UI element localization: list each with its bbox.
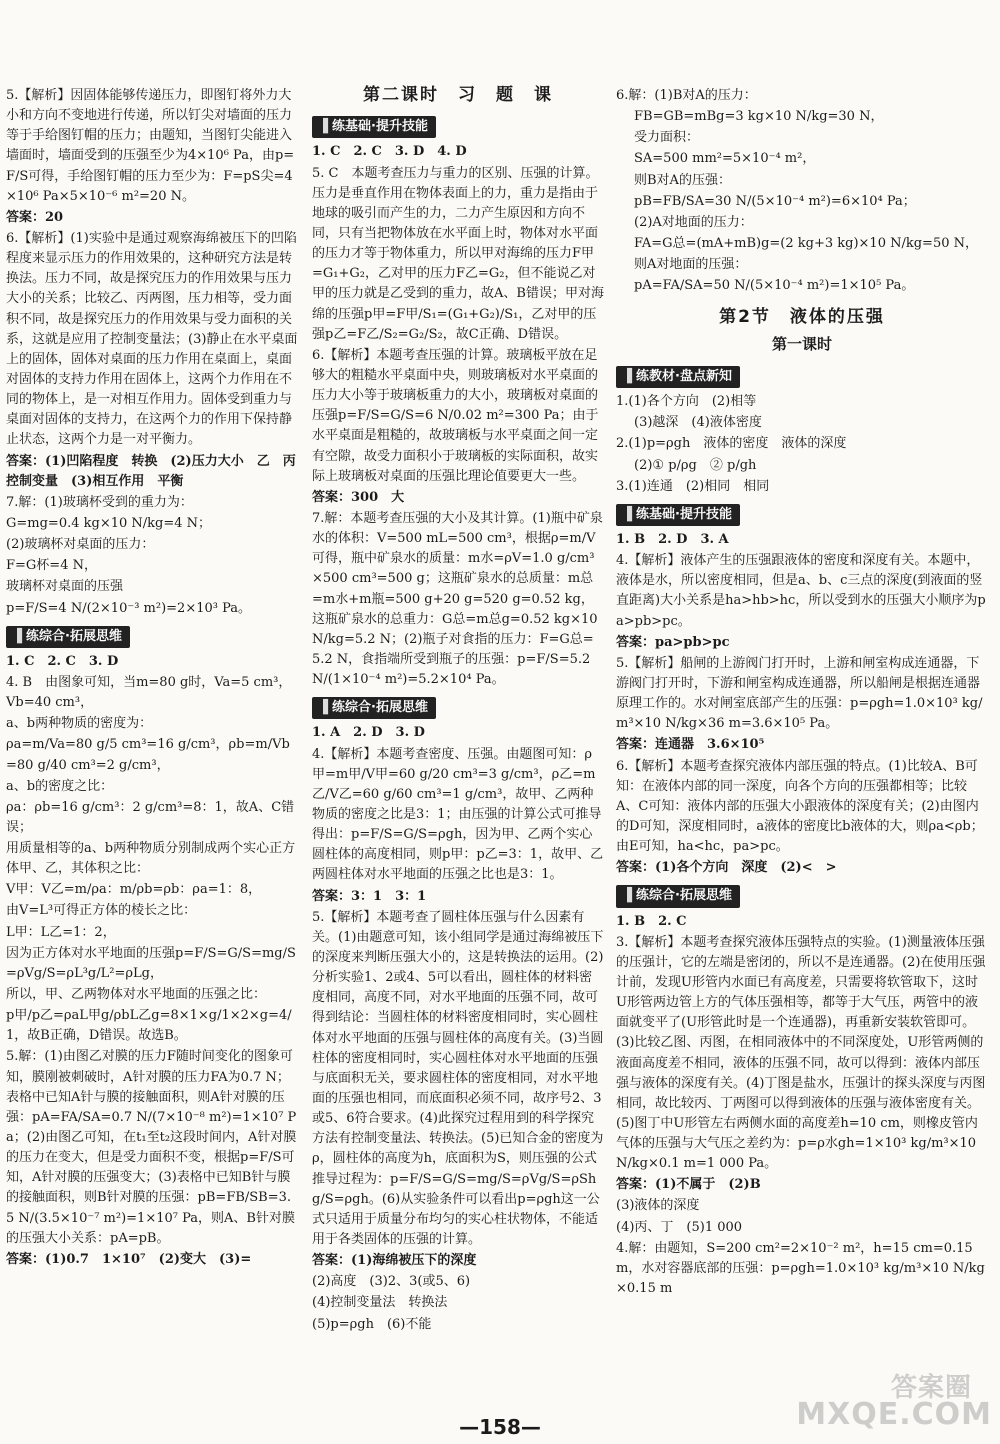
section-header: ▐ 练综合·拓展思维	[312, 697, 436, 719]
knowledge-item: (3)越深 (4)液体密度	[634, 415, 762, 431]
q5-answer: 答案：连通器 3.6×10⁵	[616, 737, 765, 753]
answer-row: 1. C 2. C 3. D 4. D	[312, 144, 467, 160]
section-header: ▐ 练基础·提升技能	[616, 504, 740, 526]
column-right	[616, 86, 988, 1300]
q3-answer: 答案：(1)不属于 (2)B	[616, 1177, 761, 1193]
q7-line: p=F/S=4 N/(2×10⁻³ m²)=2×10³ Pa。	[6, 600, 252, 616]
q6-answer: 答案：(1)凹陷程度 转换 (2)压力大小 乙 丙 控制变量 (3)相互作用 平衡	[6, 453, 309, 489]
column-left	[6, 86, 309, 1271]
q4-answer: 答案：pa>pb>pc	[616, 634, 730, 650]
knowledge-item: (2)① p/ρg ② p/gh	[634, 457, 757, 473]
q6-line: 受力面积：	[634, 130, 700, 146]
q6-line: 则A对地面的压强：	[634, 257, 748, 273]
q7-line: (2)玻璃杯对桌面的压力：	[6, 537, 155, 553]
q6-analysis: 6.【解析】本题考查压强的计算。玻璃板平放在足够大的粗糙水平桌面中央，则玻璃板对水平桌面的压力大小等于玻璃板重力的大小，玻璃板对桌面的压强p=F/S=G/S=6 N/0.02 m²=300 Pa；由于水平桌面是粗糙的，故玻璃板与水平桌面之间一定有空隙，故受力面积小于玻璃板的实际面积，故实际上玻璃板对桌面的压强比理论值要更大一些。	[312, 347, 599, 484]
q6-answer: 答案：(1)各个方向 深度 (2)< >	[616, 860, 837, 876]
q5-answer: 答案：20	[6, 209, 64, 225]
lesson-title: 第二课时 习 题 课	[363, 85, 553, 105]
q6-solution: 6.解：(1)B对A的压力：	[616, 88, 757, 103]
q4-analysis: 4.【解析】本题考查密度、压强。由题图可知：ρ甲=m甲/V甲=60 g/20 cm³=3 g/cm³，ρ乙=m乙/V乙=60 g/60 cm³=1 g/cm³，故甲、乙两种物质的密度之比是3：1；由压强的计算公式可推导得出：p=F/S=G/S=ρgh，因为甲、乙两个实心圆柱体的高度相同，则p甲：p乙=3：1，故甲、乙两圆柱体对水平地面的压强之比也是3：1。	[312, 746, 604, 883]
q4-line: 由V=L³可得正方体的棱长之比：	[6, 903, 197, 919]
q4-line: V甲：V乙=m/ρa：m/ρb=ρb：ρa=1：8，	[6, 882, 262, 898]
q7-solution: 7.解：(1)玻璃杯受到的重力为：	[6, 494, 193, 510]
q5-answer-line: (5)p=ρgh (6)不能	[312, 1316, 432, 1332]
q7-solution: 7.解：本题考查压强的大小及其计算。(1)瓶中矿泉水的体积：V=500 mL=500 cm³，根据ρ=m/V可得，瓶中矿泉水的质量：m水=ρV=1.0 g/cm³×500 cm³=500 g；这瓶矿泉水的总质量：m总=m水+m瓶=500 g+20 g=520 g=0.52 kg，这瓶矿泉水的总重力：G总=m总g=0.52 kg×10 N/kg=5.2 N；(2)瓶子对食指的压力：F=G总=5.2 N，食指端所受到瓶子的压强：p=F/S=5.2 N/(1×10⁻⁴ m²)=5.2×10⁴ Pa。	[312, 511, 603, 688]
q6-line: (2)A对地面的压力：	[634, 214, 753, 230]
section-header: ▐ 练教材·盘点新知	[616, 366, 740, 388]
q5-analysis: 5.【解析】本题考查了圆柱体压强与什么因素有关。(1)由题意可知，该小组同学是通过海绵被压下的深度来判断压强大小的，这是转换法的运用。(2)分析实验1、2或4、5可以看出，圆柱体的材料密度相同，高度不同，对水平地面的压强不同，故可得到结论：当圆柱体的材料密度相同时，实心圆柱体对水平地面的压强与圆柱体的高度有关。(3)当圆柱体的密度相同时，实心圆柱体对水平地面的压强与底面积无关，要求圆柱体的密度相同，对水平地面的压强也相同，而底面积必须不同，故序号2、3或5、6符合要求。(4)此探究过程用到的科学探究方法有控制变量法、转换法。(5)已知合金的密度为ρ，圆柱体的高度为h，底面积为S，则压强的公式推导过程为：p=F/S=G/S=mg/S=ρVg/S=ρShg/S=ρgh。(6)从实验条件可以看出p=ρgh这一公式只适用于质量分布均匀的实心柱状物体，不能适用于各类固体的压强的计算。	[312, 909, 604, 1247]
answer-row: 1. B 2. D 3. A	[616, 531, 729, 547]
q6-line: pB=FB/SA=30 N/(5×10⁻⁴ m²)=6×10⁴ Pa；	[634, 193, 916, 209]
q4-solution: 4.解：由题知，S=200 cm²=2×10⁻² m²，h=15 cm=0.15 m，水对容器底部的压强：p=ρgh=1.0×10³ kg/m³×10 N/kg×0.15 m	[616, 1240, 985, 1297]
q5b-answer: 答案：(1)0.7 1×10⁷ (2)变大 (3)=	[6, 1251, 252, 1267]
q4-line: a、b的密度之比：	[6, 778, 114, 794]
section-header: ▐ 练综合·拓展思维	[616, 885, 740, 907]
column-middle	[312, 86, 604, 1336]
watermark-logo: 答案圈	[890, 1372, 972, 1403]
watermark-url: MXQE.COM	[796, 1396, 992, 1432]
q4-line: a、b两种物质的密度为：	[6, 716, 153, 732]
q4-line: L甲：L乙=1：2，	[6, 924, 116, 940]
q3-analysis: 3.【解析】本题考查探究液体压强特点的实验。(1)测量液体压强的压强计，它的左端是密闭的，所以不是连通器。(2)在使用压强计前，发现U形管内水面已有高度差，只需要将软管取下，这时U形管两边管上方的气体压强相等，都等于大气压，两管中的液面就变平了(U形管此时是一个连通器)，再重新安装软管即可。(3)比较乙图、丙图，在相同液体中的不同深度处，U形管两侧的液面高度差不相同，液体的压强不同，故可以得到：液体内部压强与液体的深度有关。(4)丁图是盐水，压强计的探头深度与丙图相同，故比较丙、丁两图可以得到液体的压强与液体密度有关。(5)图丁中U形管左右两侧水面的高度差h=10 cm，则橡皮管内气体的压强与大气压之差约为：p=ρ水gh=1×10³ kg/m³×10 N/kg×0.1 m=1 000 Pa。	[616, 934, 986, 1172]
q7-line: F=G杯=4 N，	[6, 558, 97, 574]
answer-row: 1. B 2. C	[616, 913, 687, 929]
q4-line: 所以，甲、乙两物体对水平地面的压强之比：	[6, 987, 267, 1003]
q5-answer-line: (4)控制变量法 转换法	[312, 1295, 448, 1311]
q6-line: FA=G总=(mA+mB)g=(2 kg+3 kg)×10 N/kg=50 N，	[634, 235, 978, 251]
knowledge-item: 3.(1)连通 (2)相同 相同	[616, 478, 770, 494]
q4-analysis: 4. B 由图象可知，当m=80 g时，Va=5 cm³，Vb=40 cm³，	[6, 674, 292, 711]
section-title: 第2节 液体的压强	[719, 307, 885, 328]
q4-line: p甲/p乙=ρaL甲g/ρbL乙g=8×1×g/1×2×g=4/1，故B正确，D错误。故选B。	[6, 1008, 292, 1044]
q4-line: 因为正方体对水平地面的压强p=F/S=G/S=mg/S=ρVg/S=ρL³g/L²=ρLg，	[6, 945, 296, 981]
q4-analysis: 4.【解析】液体产生的压强跟液体的密度和深度有关。本题中，液体是水，所以密度相同，但是a、b、c三点的深度(到液面的竖直距离)大小关系是ha>hb>hc，所以受到水的压强大小顺序为pa>pb>pc。	[616, 553, 986, 629]
section-subtitle: 第一课时	[771, 334, 832, 353]
q5-analysis: 5. C 本题考查压力与重力的区别、压强的计算。压力是垂直作用在物体表面上的力，重力是指由于地球的吸引而产生的力，二力产生原因和方向不同，只有当把物体放在水平面上时，物体对水平面的压力才等于物体重力，所以甲对海绵的压力F甲=G₁+G₂，乙对甲的压力F乙=G₂，但不能说乙对甲的压力就是乙受到的重力，故A、B错误；甲对海绵的压强p甲=F甲/S₁=(G₁+G₂)/S₁，乙对甲的压强p乙=F乙/S₂=G₂/S₂，故C正确、D错误。	[312, 165, 604, 342]
q5-answer: 答案：(1)海绵被压下的深度	[312, 1253, 477, 1269]
q6-analysis: 6.【解析】(1)实验中是通过观察海绵被压下的凹陷程度来显示压力的作用效果的，这种研究方法是转换法。压力不同，故是探究压力的作用效果与压力大小的关系；比较乙、丙两图，压力相等，受力面积不同，故是探究压力的作用效果与受力面积的关系，这就是应用了控制变量法；(3)静止在水平桌面上的固体，固体对桌面的压力作用在桌面上，桌面对固体的支持力作用在固体上，这两个力作用在不同的物体上，是一对相互作用力。固体受到重力与桌面对固体的支持力，在这两个力的作用下保持静止状态，这两个力是一对平衡力。	[6, 230, 298, 448]
q3-answer-line: (3)液体的深度	[616, 1198, 700, 1214]
q3-answer-line: (4)丙、丁 (5)1 000	[616, 1219, 743, 1235]
q6-line: SA=500 mm²=5×10⁻⁴ m²，	[634, 151, 816, 167]
q4-line: ρa：ρb=16 g/cm³：2 g/cm³=8：1，故A、C错误；	[6, 799, 295, 835]
answer-row: 1. C 2. C 3. D	[6, 653, 119, 669]
q5b-solution: 5.解：(1)由图乙对膜的压力F随时间变化的图象可知，膜刚被刺破时，A针对膜的压力FA为0.7 N；表格中已知A针与膜的接触面积，则A针对膜的压强：pA=FA/SA=0.7 N/(7×10⁻⁸ m²)=1×10⁷ Pa；(2)由图乙可知，在t₁至t₂这段时间内，A针对膜的压力在变大，但是受力面积不变，根据p=F/S可知，A针对膜的压强变大；(3)表格中已知B针与膜的接触面积，则B针对膜的压强：pB=FB/SB=3.5 N/(3.5×10⁻⁷ m²)=1×10⁷ Pa，则A、B针对膜的压强大小关系：pA=pB。	[6, 1049, 297, 1246]
q5-analysis: 5.【解析】船闸的上游阀门打开时，上游和闸室构成连通器，下游阀门打开时，下游和闸室构成连通器，所以船闸是根据连通器原理工作的。水对闸室底部产生的压强：p=ρgh=1.0×10³ kg/m³×10 N/kg×36 m=3.6×10⁵ Pa。	[616, 655, 983, 732]
knowledge-item: 2.(1)p=ρgh 液体的密度 液体的深度	[616, 436, 847, 452]
q5-answer-line: (2)高度 (3)2、3(或5、6)	[312, 1274, 471, 1290]
q5-analysis: 5.【解析】因固体能够传递压力，即图钉将外力大小和方向不变地进行传递，所以钉尖对墙面的压力等于手给图钉帽的压力；由题知，当图钉尖能进入墙面时，墙面受到的压强至少为4×10⁶ Pa，由p=F/S可得，手给图钉帽的压力至少为：F=pS尖=4×10⁶ Pa×5×10⁻⁶ m²=20 N。	[6, 88, 295, 204]
q4-line: ρa=m/Va=80 g/5 cm³=16 g/cm³，ρb=m/Vb=80 g/40 cm³=2 g/cm³，	[6, 737, 290, 773]
q6-line: FB=GB=mBg=3 kg×10 N/kg=30 N，	[634, 109, 884, 125]
q6-answer: 答案：300 大	[312, 489, 405, 505]
answer-row: 1. A 2. D 3. D	[312, 725, 425, 741]
q4-answer: 答案：3：1 3：1	[312, 888, 427, 904]
section-header: ▐ 练基础·提升技能	[312, 116, 436, 138]
q7-line: G=mg=0.4 kg×10 N/kg=4 N；	[6, 515, 212, 531]
q6-line: pA=FA/SA=50 N/(5×10⁻⁴ m²)=1×10⁵ Pa。	[634, 278, 915, 294]
q4-line: 用质量相等的a、b两种物质分别制成两个实心正方体甲、乙，其体积之比：	[6, 841, 296, 877]
knowledge-item: 1.(1)各个方向 (2)相等	[616, 394, 757, 410]
q6-line: 则B对A的压强：	[634, 172, 731, 188]
q7-line: 玻璃杯对桌面的压强	[6, 579, 124, 595]
q6-analysis: 6.【解析】本题考查探究液体内部压强的特点。(1)比较A、B可知：在液体内部的同一深度，向各个方向的压强都相等；比较A、C可知：液体内部的压强大小跟液体的深度有关；(2)由图内的D可知，深度相同时，a液体的密度比b液体的大，则ρa<ρb；由E可知，ha<hc，pa>pc。	[616, 758, 984, 855]
page-number: —158—	[459, 1415, 541, 1439]
section-header: ▐ 练综合·拓展思维	[6, 626, 130, 648]
